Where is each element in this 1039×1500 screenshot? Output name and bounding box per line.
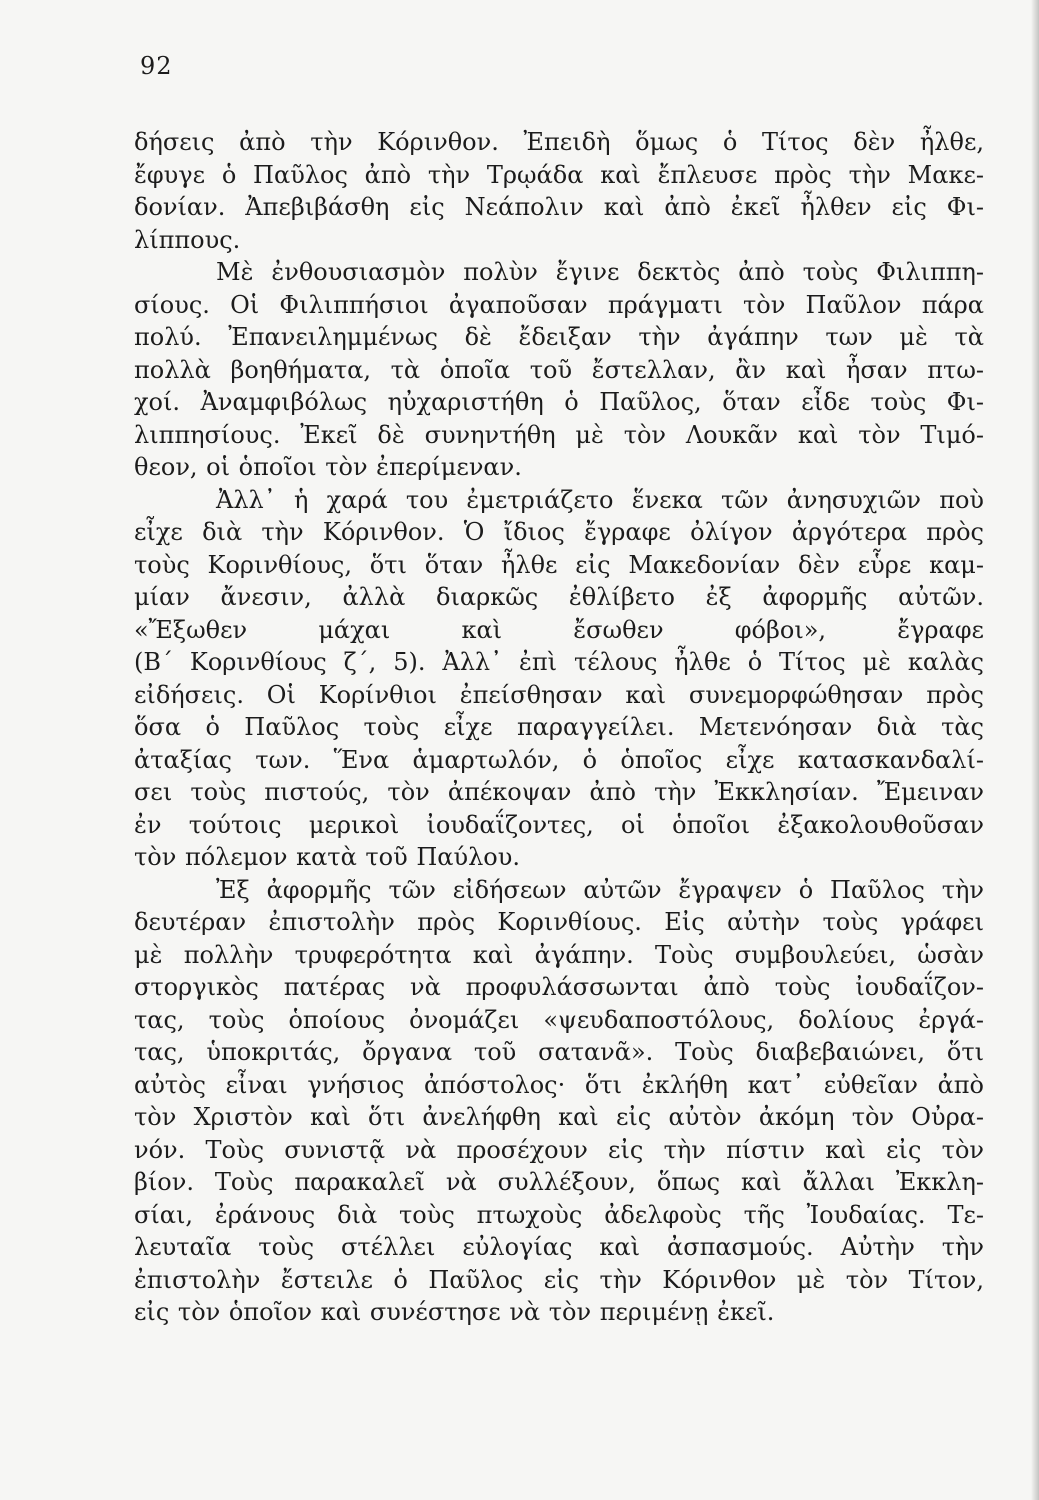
text-line: δονίαν. Ἀπεβιβάσθη εἰς Νεάπολιν καὶ ἀπὸ ἐκεῖ ἦλθεν εἰς Φι- <box>134 193 984 221</box>
text-line: τὸν Χριστὸν καὶ ὅτι ἀνελήφθη καὶ εἰς αὐτὸν ἀκόμη τὸν Οὐρα- <box>134 1103 984 1131</box>
page-edge-shadow <box>1031 0 1039 1500</box>
text-line: βίον. Τοὺς παρακαλεῖ νὰ συλλέξουν, ὅπως καὶ ἄλλαι Ἐκκλη- <box>134 1168 984 1196</box>
text-line: αὐτὸς εἶναι γνήσιος ἀπόστολος· ὅτι ἐκλήθη κατ᾽ εὐθεῖαν ἀπὸ <box>134 1070 984 1099</box>
page-number: 92 <box>140 52 173 80</box>
text-line: εἰς τὸν ὁποῖον καὶ συνέστησε νὰ τὸν περιμένῃ ἐκεῖ. <box>134 1298 775 1326</box>
text-line: ἔφυγε ὁ Παῦλος ἀπὸ τὴν Τρῳάδα καὶ ἔπλευσε πρὸς τὴν Μακε- <box>134 160 984 189</box>
text-line: τας, ὑποκριτάς, ὄργανα τοῦ σατανᾶ». Τοὺς διαβεβαιώνει, ὅτι <box>134 1038 984 1066</box>
text-line: μίαν ἄνεσιν, ἀλλὰ διαρκῶς ἐθλίβετο ἐξ ἀφορμῆς αὐτῶν. <box>134 583 984 611</box>
text-line: πολλὰ βοηθήματα, τὰ ὁποῖα τοῦ ἔστελλαν, ἂν καὶ ἦσαν πτω- <box>134 355 984 384</box>
text-line: «Ἔξωθεν μάχαι καὶ ἔσωθεν φόβοι», ἔγραφε <box>134 615 984 644</box>
text-line: εἶχε διὰ τὴν Κόρινθον. Ὁ ἴδιος ἔγραφε ὀλίγον ἀργότερα πρὸς <box>134 518 984 546</box>
text-line: ἐν τούτοις μερικοὶ ἰουδαΐζοντες, οἱ ὁποῖοι ἐξακολουθοῦσαν <box>134 810 984 839</box>
text-line: Ἐξ ἀφορμῆς τῶν εἰδήσεων αὐτῶν ἔγραψεν ὁ Παῦλος τὴν <box>216 875 984 904</box>
text-line: τας, τοὺς ὁποίους ὀνομάζει «ψευδαποστόλους, δολίους ἐργά- <box>134 1005 984 1034</box>
text-line: ἐπιστολὴν ἔστειλε ὁ Παῦλος εἰς τὴν Κόρινθον μὲ τὸν Τίτον, <box>134 1265 984 1294</box>
text-line: λίππους. <box>134 225 241 254</box>
text-line: σει τοὺς πιστούς, τὸν ἀπέκοψαν ἀπὸ τὴν Ἐκκλησίαν. Ἔμειναν <box>134 778 984 806</box>
text-line: (Β΄ Κορινθίους ζ΄, 5). Ἀλλ᾽ ἐπὶ τέλους ἦλθε ὁ Τίτος μὲ καλὰς <box>134 648 984 676</box>
body-text <box>134 126 984 1329</box>
text-line: πολύ. Ἐπανειλημμένως δὲ ἔδειξαν τὴν ἀγάπην των μὲ τὰ <box>134 323 984 351</box>
text-line: νόν. Τοὺς συνιστᾷ νὰ προσέχουν εἰς τὴν πίστιν καὶ εἰς τὸν <box>134 1135 984 1164</box>
text-line: θεον, οἱ ὁποῖοι τὸν ἐπερίμεναν. <box>134 453 522 481</box>
text-line: λευταῖα τοὺς στέλλει εὐλογίας καὶ ἀσπασμούς. Αὐτὴν τὴν <box>134 1233 984 1261</box>
text-line: τὸν πόλεμον κατὰ τοῦ Παύλου. <box>134 843 520 871</box>
text-line: τοὺς Κορινθίους, ὅτι ὅταν ἦλθε εἰς Μακεδονίαν δὲν εὗρε καμ- <box>134 550 984 579</box>
text-line: λιππησίους. Ἐκεῖ δὲ συνηντήθη μὲ τὸν Λουκᾶν καὶ τὸν Τιμό- <box>134 420 984 449</box>
text-line: σίους. Οἱ Φιλιππήσιοι ἀγαποῦσαν πράγματι τὸν Παῦλον πάρα <box>134 290 984 319</box>
text-line: δευτέραν ἐπιστολὴν πρὸς Κορινθίους. Εἰς αὐτὴν τοὺς γράφει <box>134 908 984 936</box>
text-line: ὅσα ὁ Παῦλος τοὺς εἶχε παραγγείλει. Μετενόησαν διὰ τὰς <box>134 713 984 741</box>
text-line: δήσεις ἀπὸ τὴν Κόρινθον. Ἐπειδὴ ὅμως ὁ Τίτος δὲν ἦλθε, <box>134 128 984 156</box>
text-line: εἰδήσεις. Οἱ Κορίνθιοι ἐπείσθησαν καὶ συνεμορφώθησαν πρὸς <box>134 680 984 709</box>
text-line: χοί. Ἀναμφιβόλως ηὐχαριστήθη ὁ Παῦλος, ὅταν εἶδε τοὺς Φι- <box>134 388 984 416</box>
text-line: Ἀλλ᾽ ἡ χαρά του ἐμετριάζετο ἕνεκα τῶν ἀνησυχιῶν ποὺ <box>216 485 984 514</box>
text-line: ἀταξίας των. Ἕνα ἁμαρτωλόν, ὁ ὁποῖος εἶχε κατασκανδαλί- <box>134 745 984 774</box>
text-line: στοργικὸς πατέρας νὰ προφυλάσσωνται ἀπὸ τοὺς ἰουδαΐζον- <box>134 973 984 1001</box>
text-line: σίαι, ἐράνους διὰ τοὺς πτωχοὺς ἀδελφοὺς τῆς Ἰουδαίας. Τε- <box>134 1200 984 1229</box>
text-line: Μὲ ἐνθουσιασμὸν πολὺν ἔγινε δεκτὸς ἀπὸ τοὺς Φιλιππη- <box>216 258 984 286</box>
text-line: μὲ πολλὴν τρυφερότητα καὶ ἀγάπην. Τοὺς συμβουλεύει, ὡσὰν <box>134 940 984 969</box>
